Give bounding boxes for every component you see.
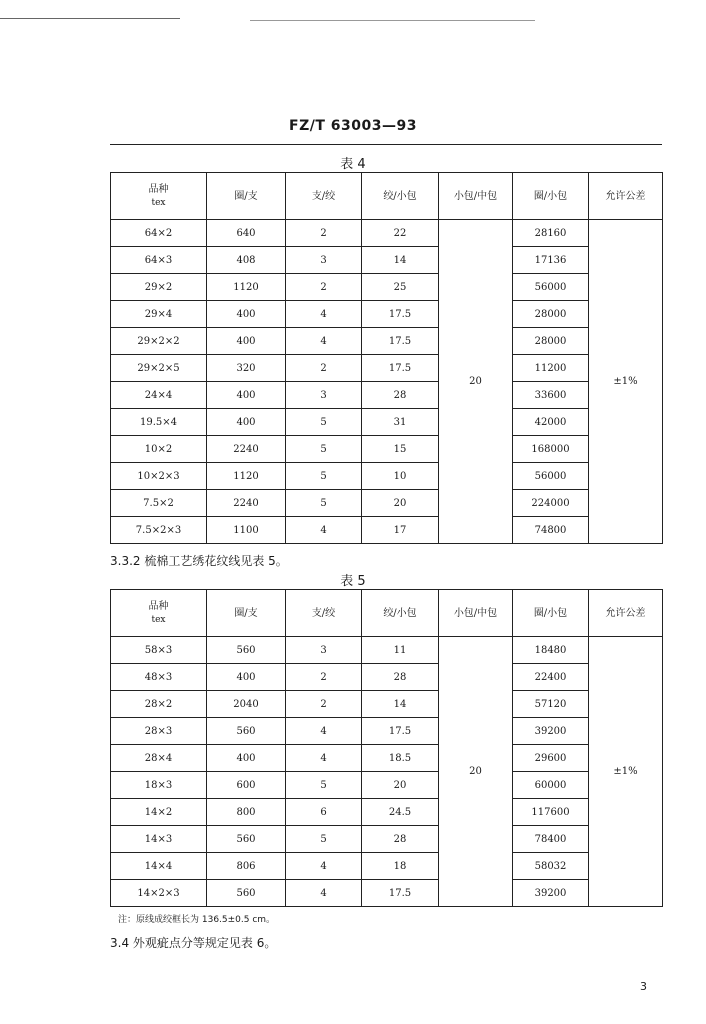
- loops-cell: 806: [207, 853, 286, 880]
- pieces-cell: 2: [286, 691, 362, 718]
- tolerance-merged-cell: ±1%: [589, 637, 663, 907]
- section-3-4: 3.4 外观疵点分等规定见表 6。: [110, 936, 277, 950]
- twists-cell: 28: [362, 826, 439, 853]
- pieces-cell: 4: [286, 301, 362, 328]
- header-pieces-per-twist: 支/绞: [286, 590, 362, 637]
- loops-cell: 2240: [207, 490, 286, 517]
- total-cell: 224000: [513, 490, 589, 517]
- loops-cell: 400: [207, 745, 286, 772]
- pieces-cell: 4: [286, 517, 362, 544]
- pieces-cell: 4: [286, 880, 362, 907]
- table-row: [111, 463, 663, 490]
- variety-cell: 14×2×3: [111, 880, 207, 907]
- total-cell: 57120: [513, 691, 589, 718]
- total-cell: 168000: [513, 436, 589, 463]
- variety-cell: 19.5×4: [111, 409, 207, 436]
- table-row: [111, 409, 663, 436]
- pieces-cell: 2: [286, 664, 362, 691]
- pieces-cell: 2: [286, 220, 362, 247]
- header-tolerance: 允许公差: [589, 173, 663, 220]
- table-row: [111, 328, 663, 355]
- loops-cell: 800: [207, 799, 286, 826]
- variety-cell: 7.5×2×3: [111, 517, 207, 544]
- table-row: [111, 436, 663, 463]
- header-loops-per-piece: 圈/支: [207, 173, 286, 220]
- header-rule: [110, 144, 662, 145]
- total-cell: 58032: [513, 853, 589, 880]
- table-row: [111, 853, 663, 880]
- total-cell: 60000: [513, 772, 589, 799]
- total-cell: 56000: [513, 463, 589, 490]
- variety-cell: 48×3: [111, 664, 207, 691]
- total-cell: 78400: [513, 826, 589, 853]
- table4: [110, 172, 663, 544]
- loops-cell: 560: [207, 826, 286, 853]
- twists-cell: 31: [362, 409, 439, 436]
- variety-cell: 28×2: [111, 691, 207, 718]
- small-per-medium-merged-cell: 20: [439, 637, 513, 907]
- twists-cell: 17.5: [362, 355, 439, 382]
- pieces-cell: 5: [286, 772, 362, 799]
- table-row: [111, 637, 663, 664]
- total-cell: 18480: [513, 637, 589, 664]
- pieces-cell: 5: [286, 490, 362, 517]
- header-twists-per-small-pack: 绞/小包: [362, 590, 439, 637]
- loops-cell: 600: [207, 772, 286, 799]
- header-loops-per-small-pack: 圈/小包: [513, 590, 589, 637]
- pieces-cell: 4: [286, 328, 362, 355]
- table-row: [111, 355, 663, 382]
- variety-cell: 14×4: [111, 853, 207, 880]
- variety-cell: 64×3: [111, 247, 207, 274]
- header-small-per-medium: 小包/中包: [439, 173, 513, 220]
- total-cell: 117600: [513, 799, 589, 826]
- twists-cell: 24.5: [362, 799, 439, 826]
- table-row: [111, 664, 663, 691]
- table-row: [111, 826, 663, 853]
- loops-cell: 400: [207, 409, 286, 436]
- twists-cell: 28: [362, 664, 439, 691]
- twists-cell: 20: [362, 772, 439, 799]
- variety-cell: 29×2: [111, 274, 207, 301]
- header-variety-label: 品种: [148, 600, 169, 612]
- scan-artifact-line: [250, 20, 535, 21]
- table5-note: 注：原线成绞框长为 136.5±0.5 cm。: [118, 915, 276, 925]
- header-variety: [111, 173, 207, 220]
- pieces-cell: 2: [286, 274, 362, 301]
- table-row: [111, 220, 663, 247]
- loops-cell: 560: [207, 637, 286, 664]
- table-row: [111, 880, 663, 907]
- table-row: [111, 745, 663, 772]
- header-variety-label: 品种: [148, 183, 169, 195]
- variety-cell: 18×3: [111, 772, 207, 799]
- header-variety-unit: tex: [151, 614, 166, 625]
- total-cell: 28000: [513, 301, 589, 328]
- loops-cell: 640: [207, 220, 286, 247]
- twists-cell: 22: [362, 220, 439, 247]
- loops-cell: 400: [207, 328, 286, 355]
- twists-cell: 17: [362, 517, 439, 544]
- table4-caption: 表 4: [340, 157, 366, 172]
- variety-cell: 28×3: [111, 718, 207, 745]
- twists-cell: 17.5: [362, 328, 439, 355]
- variety-cell: 7.5×2: [111, 490, 207, 517]
- loops-cell: 2040: [207, 691, 286, 718]
- table5: [110, 589, 663, 907]
- twists-cell: 15: [362, 436, 439, 463]
- pieces-cell: 5: [286, 409, 362, 436]
- loops-cell: 400: [207, 382, 286, 409]
- loops-cell: 560: [207, 718, 286, 745]
- variety-cell: 10×2: [111, 436, 207, 463]
- table-row: [111, 382, 663, 409]
- total-cell: 33600: [513, 382, 589, 409]
- loops-cell: 2240: [207, 436, 286, 463]
- variety-cell: 14×3: [111, 826, 207, 853]
- small-per-medium-merged-cell: 20: [439, 220, 513, 544]
- pieces-cell: 4: [286, 718, 362, 745]
- loops-cell: 1120: [207, 463, 286, 490]
- twists-cell: 18: [362, 853, 439, 880]
- table-row: [111, 718, 663, 745]
- header-pieces-per-twist: 支/绞: [286, 173, 362, 220]
- variety-cell: 29×4: [111, 301, 207, 328]
- variety-cell: 64×2: [111, 220, 207, 247]
- variety-cell: 28×4: [111, 745, 207, 772]
- table-row: [111, 301, 663, 328]
- table-row: [111, 247, 663, 274]
- total-cell: 74800: [513, 517, 589, 544]
- loops-cell: 1100: [207, 517, 286, 544]
- header-tolerance: 允许公差: [589, 590, 663, 637]
- header-variety-unit: tex: [151, 197, 166, 208]
- twists-cell: 10: [362, 463, 439, 490]
- loops-cell: 1120: [207, 274, 286, 301]
- table-row: [111, 274, 663, 301]
- variety-cell: 24×4: [111, 382, 207, 409]
- table-row: [111, 772, 663, 799]
- pieces-cell: 5: [286, 436, 362, 463]
- pieces-cell: 2: [286, 355, 362, 382]
- twists-cell: 17.5: [362, 718, 439, 745]
- pieces-cell: 5: [286, 463, 362, 490]
- document-code: FZ/T 63003—93: [289, 118, 417, 134]
- pieces-cell: 3: [286, 382, 362, 409]
- variety-cell: 29×2×5: [111, 355, 207, 382]
- twists-cell: 17.5: [362, 301, 439, 328]
- header-twists-per-small-pack: 绞/小包: [362, 173, 439, 220]
- twists-cell: 28: [362, 382, 439, 409]
- total-cell: 11200: [513, 355, 589, 382]
- total-cell: 56000: [513, 274, 589, 301]
- twists-cell: 11: [362, 637, 439, 664]
- twists-cell: 14: [362, 691, 439, 718]
- twists-cell: 18.5: [362, 745, 439, 772]
- variety-cell: 29×2×2: [111, 328, 207, 355]
- table-row: [111, 517, 663, 544]
- header-variety: [111, 590, 207, 637]
- pieces-cell: 3: [286, 637, 362, 664]
- pieces-cell: 6: [286, 799, 362, 826]
- twists-cell: 20: [362, 490, 439, 517]
- header-loops-per-piece: 圈/支: [207, 590, 286, 637]
- total-cell: 39200: [513, 880, 589, 907]
- twists-cell: 25: [362, 274, 439, 301]
- table-row: [111, 691, 663, 718]
- section-3-3-2: 3.3.2 梳棉工艺绣花纹线见表 5。: [110, 554, 288, 568]
- total-cell: 28160: [513, 220, 589, 247]
- loops-cell: 408: [207, 247, 286, 274]
- total-cell: 17136: [513, 247, 589, 274]
- loops-cell: 320: [207, 355, 286, 382]
- table-row: [111, 799, 663, 826]
- tolerance-merged-cell: ±1%: [589, 220, 663, 544]
- pieces-cell: 4: [286, 853, 362, 880]
- scan-artifact-line: [0, 18, 180, 19]
- pieces-cell: 3: [286, 247, 362, 274]
- twists-cell: 17.5: [362, 880, 439, 907]
- page-number: 3: [640, 980, 647, 993]
- header-loops-per-small-pack: 圈/小包: [513, 173, 589, 220]
- table5-caption: 表 5: [340, 574, 366, 589]
- loops-cell: 400: [207, 301, 286, 328]
- pieces-cell: 4: [286, 745, 362, 772]
- total-cell: 42000: [513, 409, 589, 436]
- variety-cell: 14×2: [111, 799, 207, 826]
- total-cell: 29600: [513, 745, 589, 772]
- variety-cell: 58×3: [111, 637, 207, 664]
- table-row: [111, 490, 663, 517]
- variety-cell: 10×2×3: [111, 463, 207, 490]
- loops-cell: 560: [207, 880, 286, 907]
- total-cell: 22400: [513, 664, 589, 691]
- header-small-per-medium: 小包/中包: [439, 590, 513, 637]
- twists-cell: 14: [362, 247, 439, 274]
- total-cell: 28000: [513, 328, 589, 355]
- loops-cell: 400: [207, 664, 286, 691]
- pieces-cell: 5: [286, 826, 362, 853]
- total-cell: 39200: [513, 718, 589, 745]
